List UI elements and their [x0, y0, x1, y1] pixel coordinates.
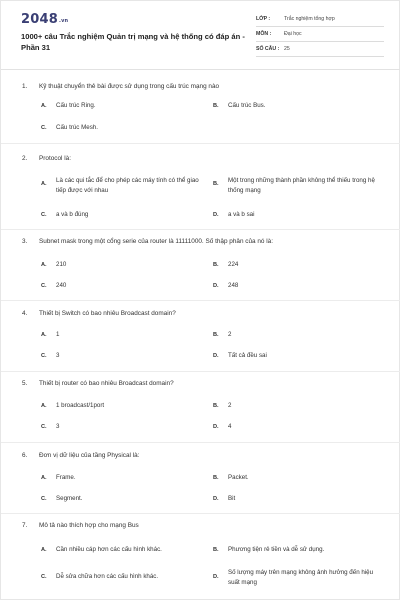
meta-label: LỚP : [256, 16, 271, 22]
meta-row-class [256, 13, 384, 27]
logo-domain: .vn [58, 18, 69, 24]
logo-text: 2048 [21, 12, 58, 27]
page-header [1, 1, 400, 65]
site-logo[interactable] [21, 12, 68, 27]
question-text: 4. Thiết bị Switch có bao nhiêu Broadcast domain? [22, 310, 176, 317]
question-divider [1, 513, 400, 514]
meta-row-count [256, 43, 384, 57]
page-title: 1000+ câu Trắc nghiệm Quản trị mạng và hệ thống có đáp án - Phần 31 [21, 32, 245, 52]
question-text: 5. Thiết bị router có bao nhiêu Broadcast domain? [22, 380, 174, 387]
question-text: 1. Kỹ thuật chuyển thẻ bài được sử dụng trong cấu trúc mạng nào [22, 83, 220, 90]
question-divider [1, 300, 400, 301]
quiz-page: 2048.vn 1000+ câu Trắc nghiệm Quản trị mạng và hệ thống có đáp án - Phần 31 LỚP : Trắc nghiệm tổng hợp MÔN : Đại học SỐ CÂU : 25 1. Kỹ thuật chuyển thẻ bài được sử dụng trong cấu trúc mạng nào A. Cấu trúc Ring. B. Cấu trúc Bus. C. Cấu trúc Mesh. 2. Protocol là: A. Là các qui tắc để cho phép các máy tính có thể giao tiếp được với nhau B. Một trong những thành phần không thể thiếu trong hệ thống mạng C. a và b đúng D. a và b sai 3. Subnet mask trong một cổng serie của router là 11111000. Số thập phân của nó là: A. 210 B. 224 C. 240 D. 248 4. Thiết bị Switch có bao nhiêu Broadcast domain? A. 1 B. 2 C. 3 D. Tất cả đều sai 5. Thiết bị router có bao nhiêu Broadcast domain? A. 1 broadcast/1port B. 2 C. 3 D. 4 6. Đơn vị dữ liệu của tầng Physical là: A. Frame. B. Packet. C. Segment. D. Bit 7. Mô tả nào thích hợp cho mạng Bus A. Cần nhiều cáp hơn các cấu hình khác. B. Phương tiện rẻ tiền và dễ sử dụng. C. Dễ sửa chữa hơn các cấu hình khác. D. Số lượng máy trên mạng không ảnh hưởng đến hiệu suất mạng [0, 0, 400, 600]
question-text: 7. Mô tả nào thích hợp cho mạng Bus [22, 522, 139, 529]
question-text: 3. Subnet mask trong một cổng serie của router là 11111000. Số thập phân của nó là: [22, 238, 273, 245]
meta-value: Đại học [284, 31, 302, 37]
meta-value: Trắc nghiệm tổng hợp [284, 16, 335, 22]
question-divider [1, 143, 400, 144]
meta-row-subject [256, 28, 384, 42]
meta-label: MÔN : [256, 31, 272, 37]
question-text: 6. Đơn vị dữ liệu của tầng Physical là: [22, 452, 140, 459]
question-divider [1, 442, 400, 443]
header-divider [1, 69, 400, 70]
question-divider [1, 229, 400, 230]
question-text: 2. Protocol là: [22, 155, 71, 162]
meta-info [256, 13, 384, 57]
meta-label: SỐ CÂU : [256, 46, 280, 52]
meta-value: 25 [284, 46, 290, 52]
question-divider [1, 371, 400, 372]
